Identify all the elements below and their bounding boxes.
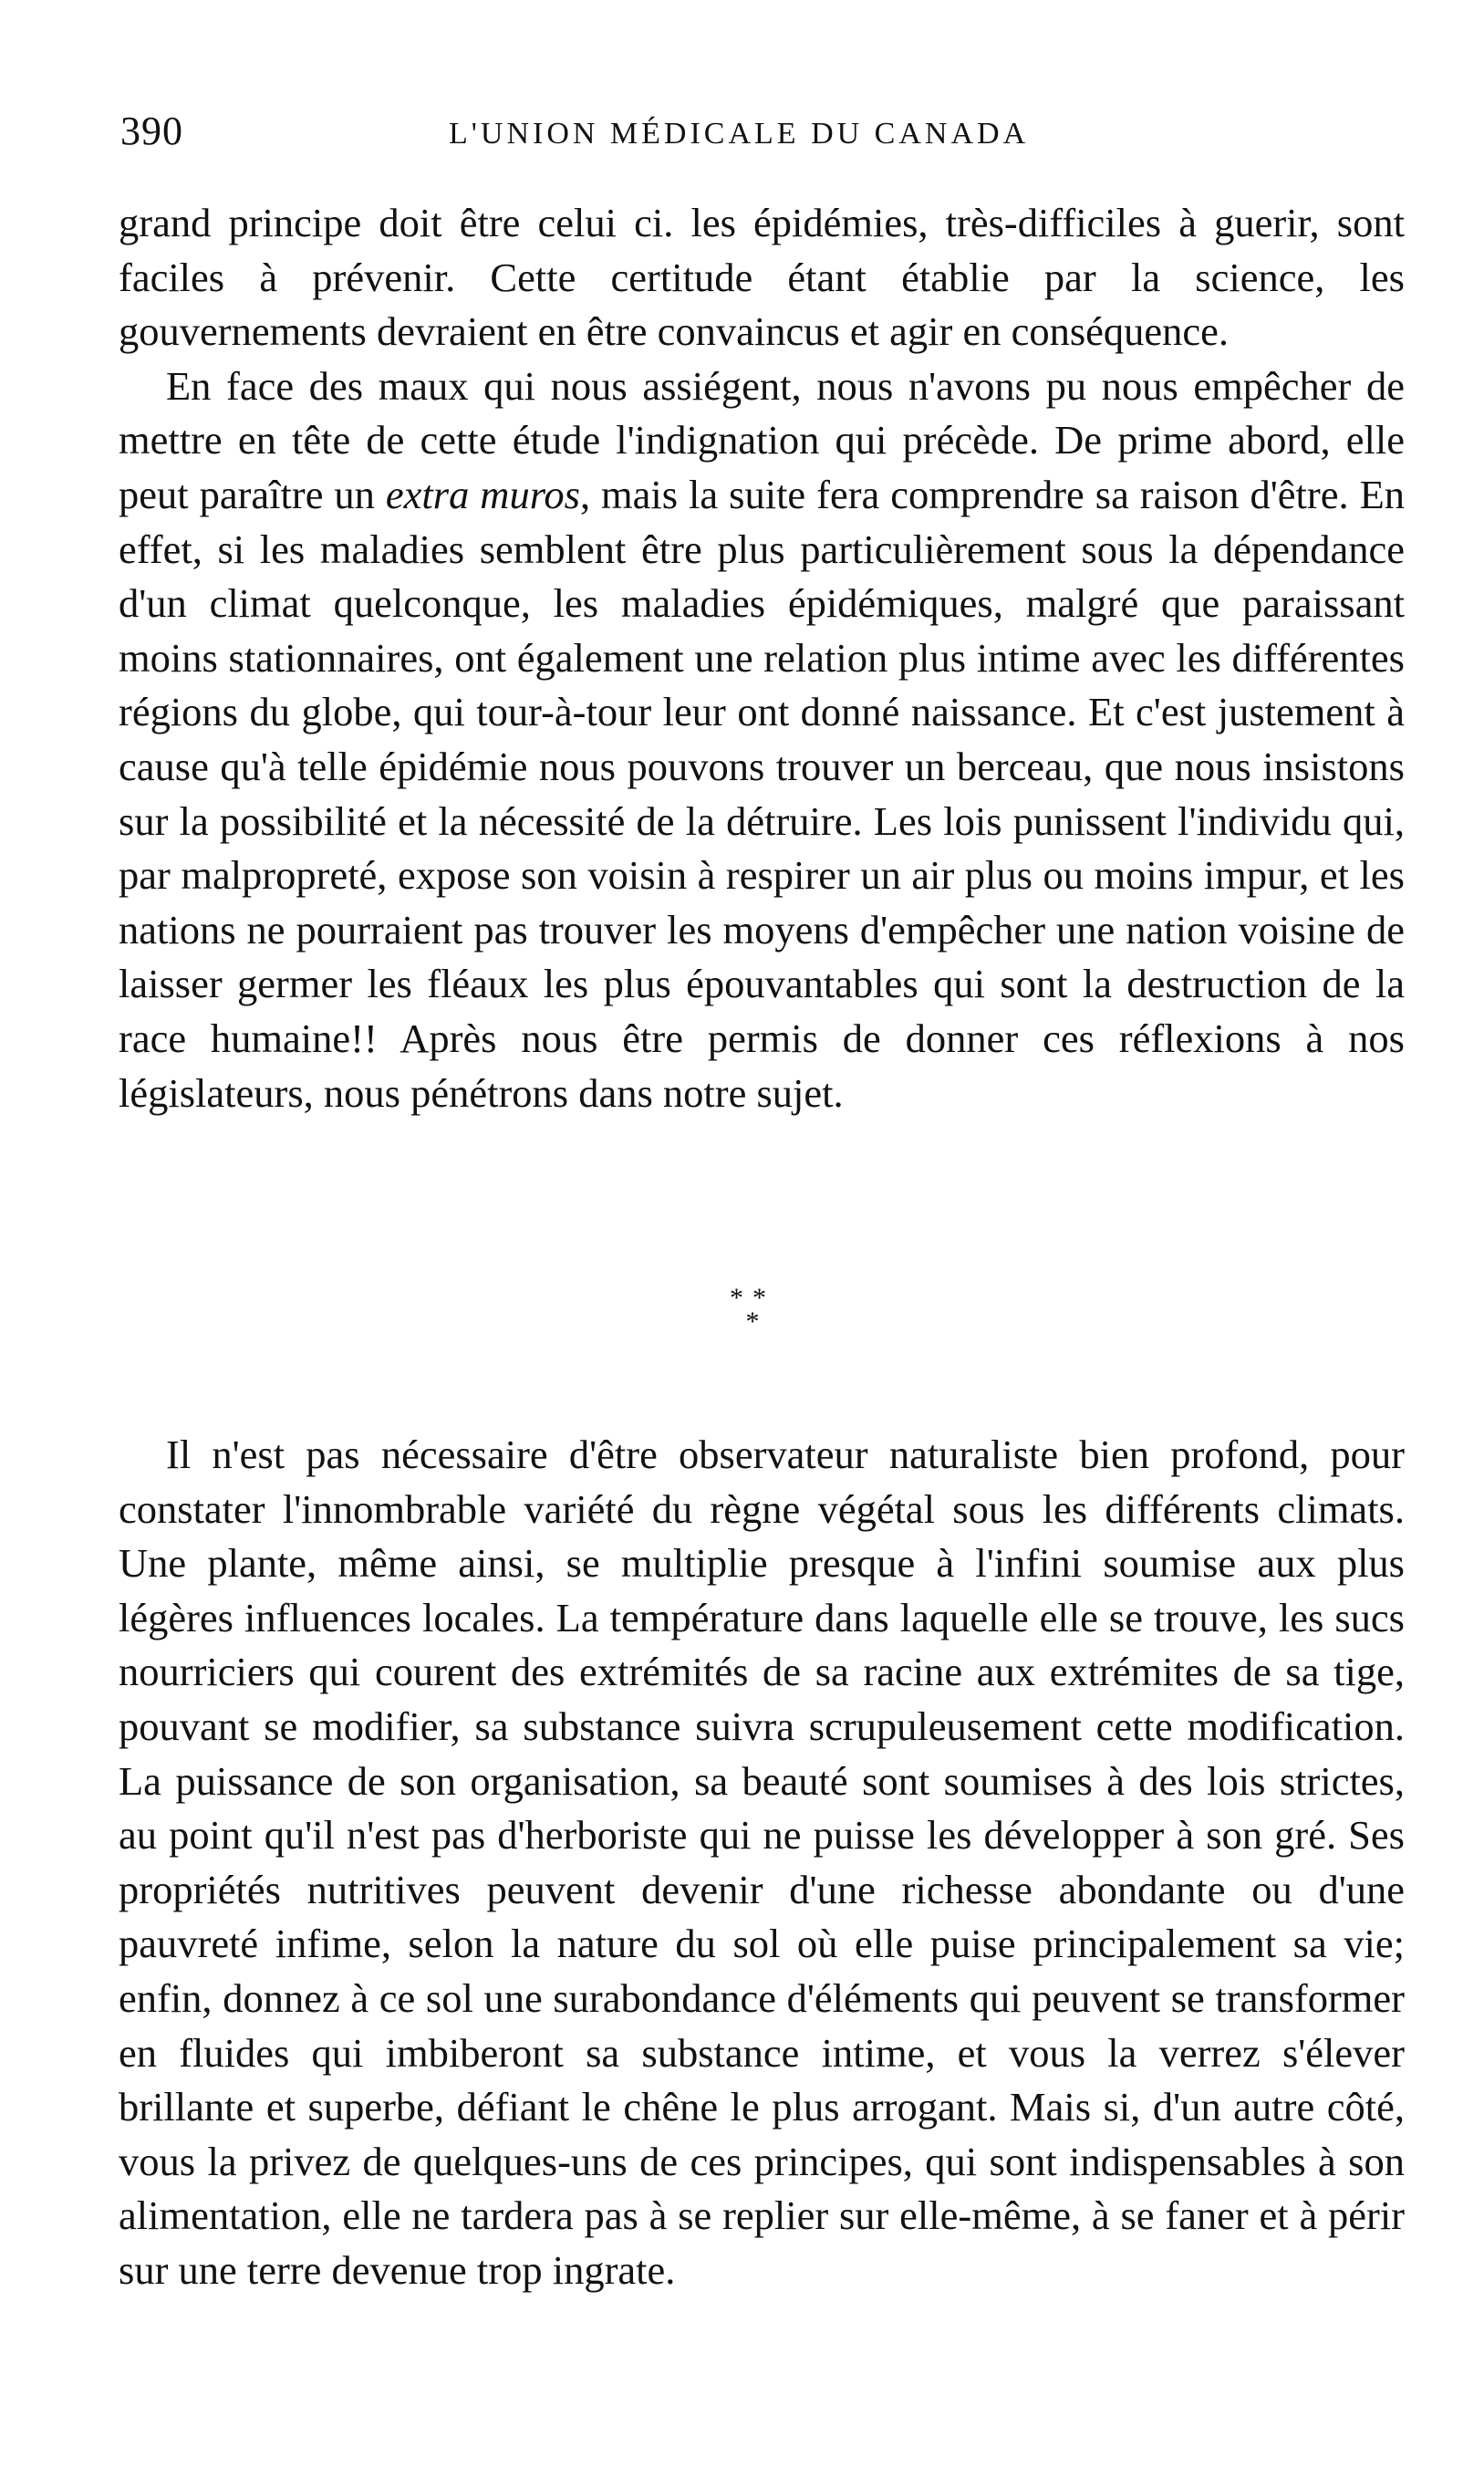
body-text-section-1: [119, 196, 1405, 1120]
paragraph-indignation: [119, 359, 1405, 1120]
body-text-section-2: [119, 1428, 1405, 2298]
latin-phrase: extra muros: [385, 471, 580, 517]
paragraph-text-end: , mais la suite fera comprendre sa raison d'être. En effet, si les maladies semblent être plus particulièrement sous la dépendance d'un climat quelconque, les maladies épidémiques, malgré que paraissant moins stationnaires, ont également une relation plus intime avec les différentes régions du globe, qui tour-à-tour leur ont donné naissance. Et c'est justement à cause qu'à telle épidémie nous pouvons trouver un berceau, que nous insistons sur la possibilité et la nécessité de la détruire. Les lois punissent l'individu qui, par malpropreté, expose son voisin à respirer un air plus ou moins impur, et les nations ne pourraient pas trouver les moyens d'empêcher une nation voisine de laisser germer les fléaux les plus épouvantables qui sont la destruction de la race humaine!! Après nous être permis de donner ces réflexions à nos législateurs, nous pénétrons dans notre sujet.: [119, 471, 1405, 1116]
asterism-separator: [711, 1283, 794, 1350]
asterism-bottom-row: *: [745, 1307, 760, 1337]
paragraph-text-start: En face des maux qui nous assiégent, nous n'avons pu nous empêcher de mettre en tête de cette étude l'indignation qui précède. De prime abord, elle peut paraître un: [119, 362, 1405, 517]
paragraph-vegetal: Il n'est pas nécessaire d'être observateur naturaliste bien profond, pour constater l'innombrable variété du règne végétal sous les différents climats. Une plante, même ainsi, se multiplie presque à l'infini soumise aux plus légères influences locales. La température dans laquelle elle se trouve, les sucs nourriciers qui courent des extrémités de sa racine aux extrémites de sa tige, pouvant se modifier, sa substance suivra scrupuleusement cette modification. La puissance de son organisation, sa beauté sont soumises à des lois strictes, au point qu'il n'est pas d'herboriste qui ne puisse les développer à son gré. Ses propriétés nutritives peuvent devenir d'une richesse abondante ou d'une pauvreté infime, selon la nature du sol où elle puise principalement sa vie; enfin, donnez à ce sol une surabondance d'éléments qui peuvent se transformer en fluides qui imbiberont sa substance intime, et vous la verrez s'élever brillante et superbe, défiant le chêne le plus arrogant. Mais si, d'un autre côté, vous la privez de quelques-uns de ces principes, qui sont indispensables à son alimentation, elle ne tardera pas à se replier sur elle-même, à se faner et à périr sur une terre devenue trop ingrate.: [119, 1432, 1405, 2293]
asterism-top-row: **: [730, 1283, 775, 1313]
running-head: L'UNION MÉDICALE DU CANADA: [449, 117, 1030, 151]
page-header: [120, 108, 1397, 162]
paragraph-continuation: grand principe doit être celui ci. les épidémies, très-difficiles à guerir, sont faciles à prévenir. Cette certitude étant établie par la science, les gouvernements devraient en être convaincus et agir en conséquence.: [119, 200, 1405, 355]
page-number: 390: [120, 109, 183, 153]
